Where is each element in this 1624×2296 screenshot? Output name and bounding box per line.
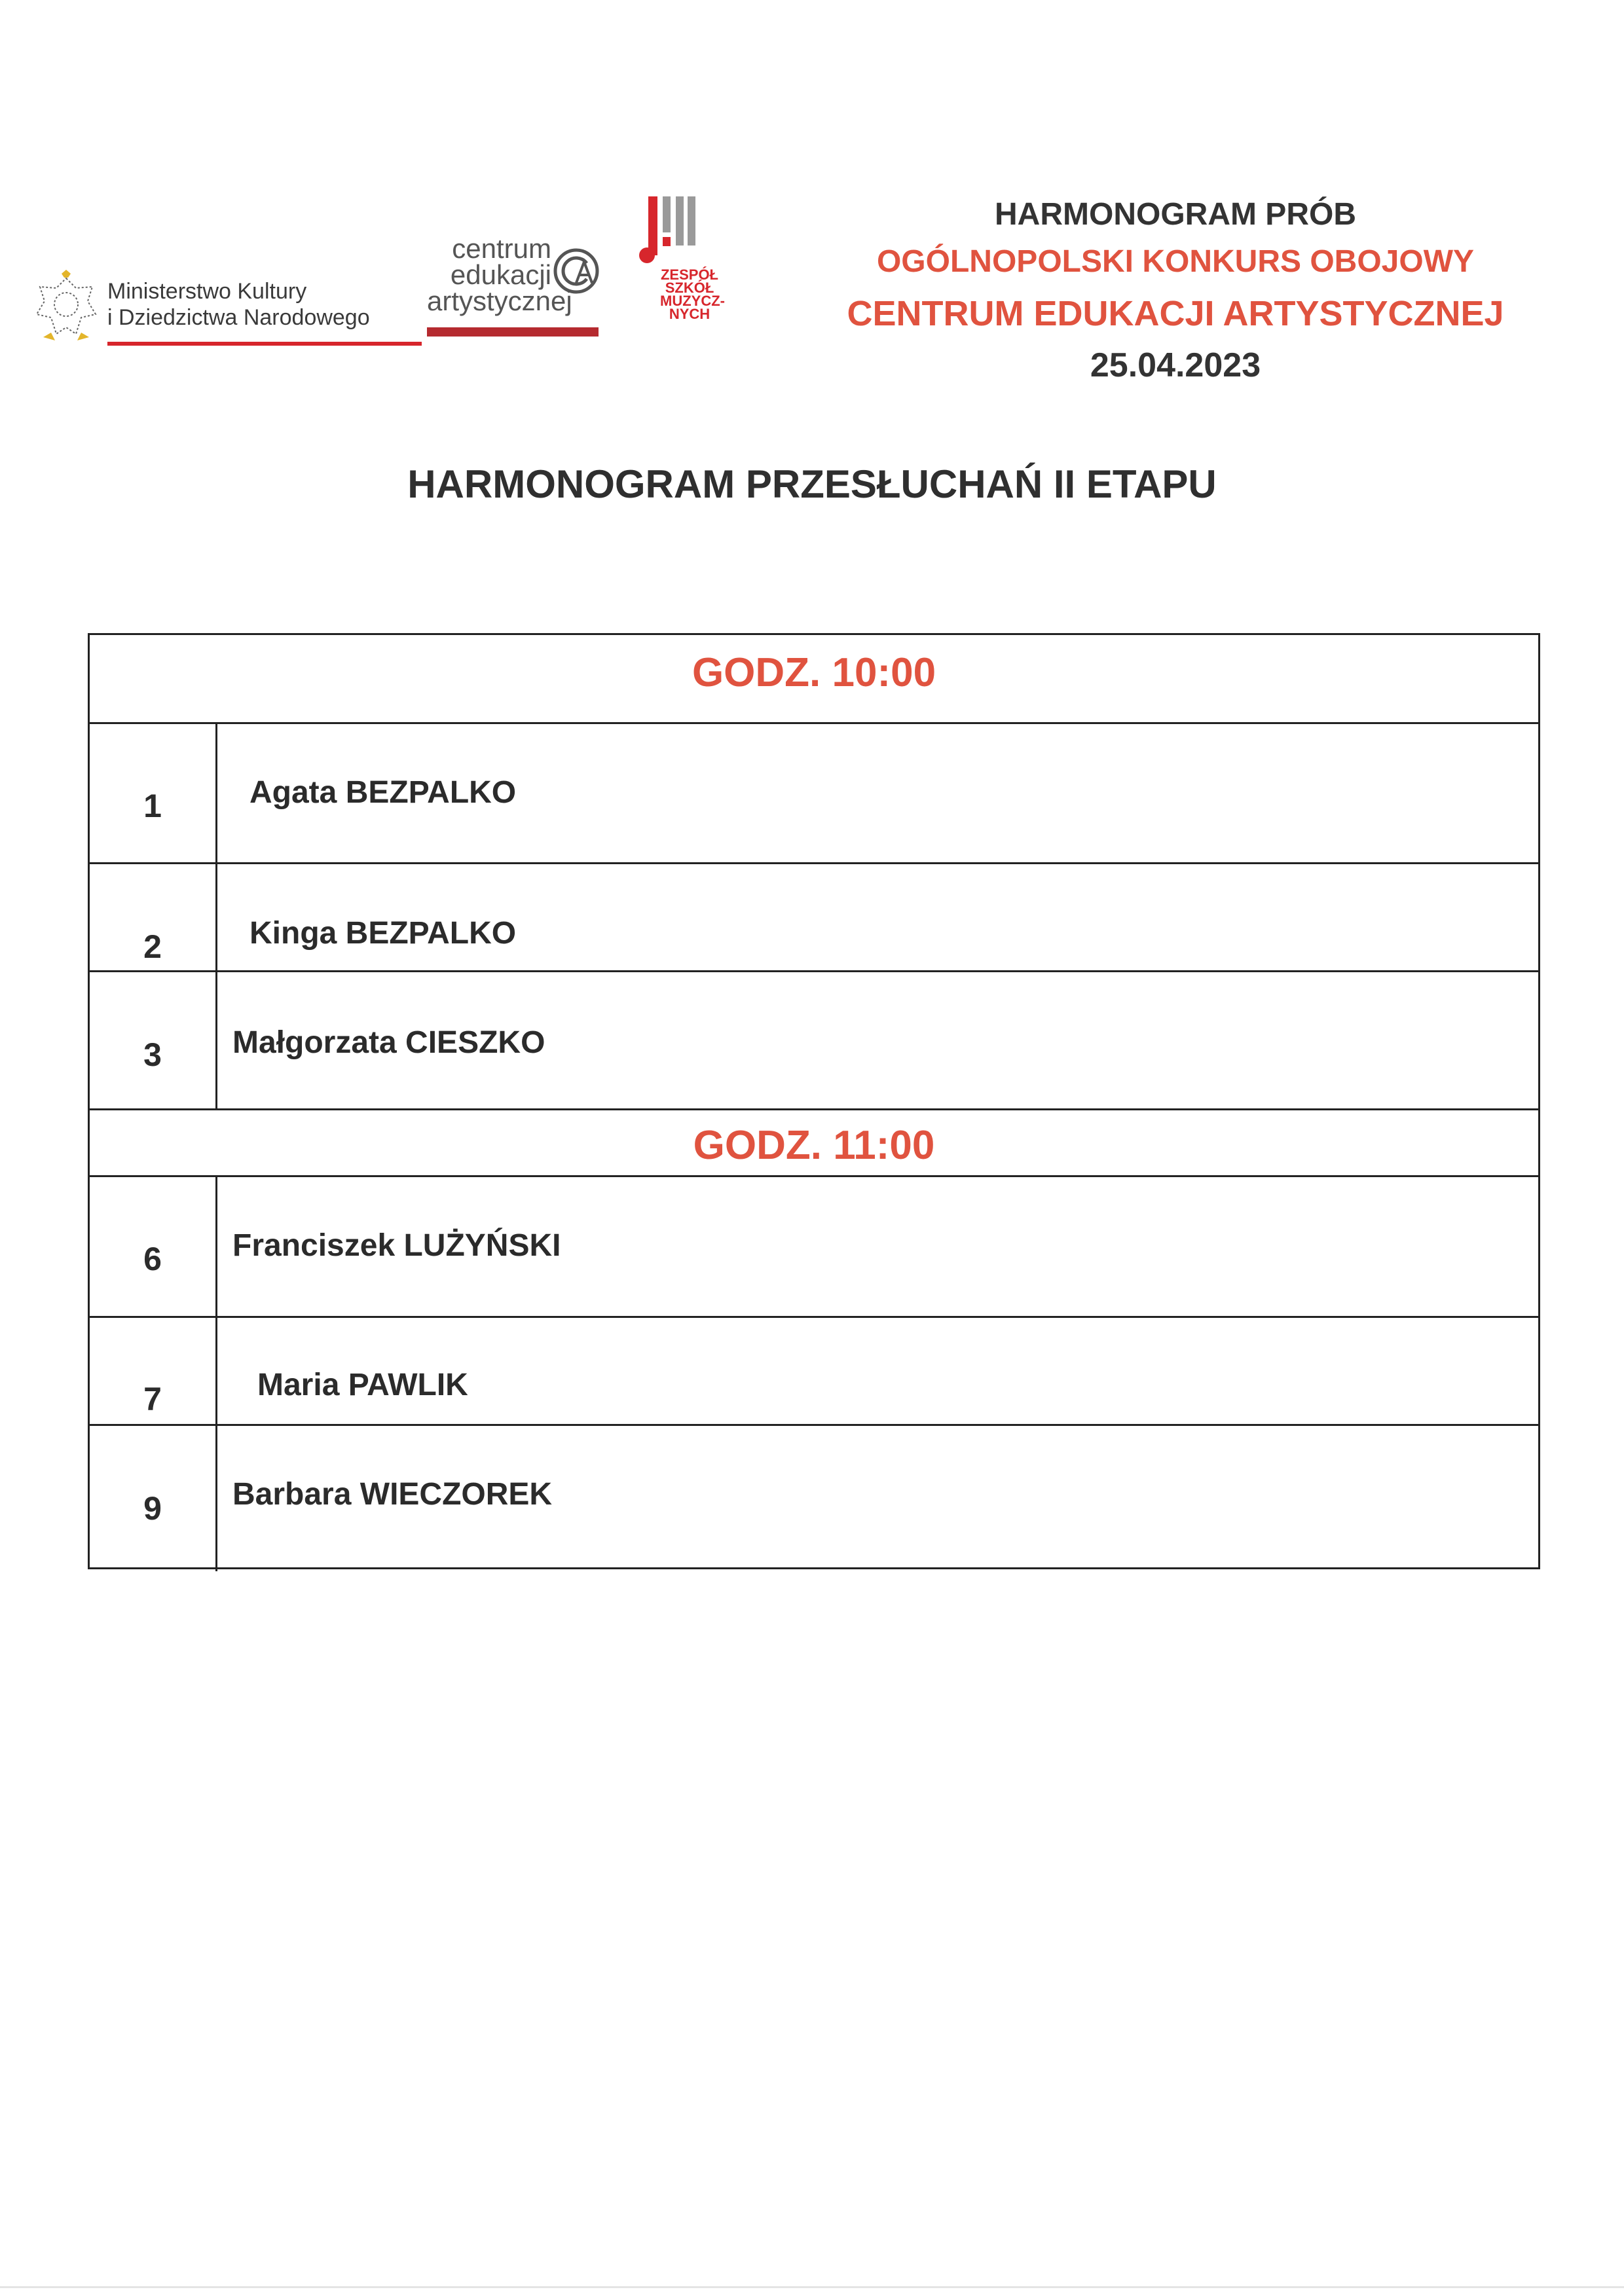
header-organizer: CENTRUM EDUKACJI ARTYSTYCZNEJ (847, 294, 1504, 333)
zsm-name-line3: MUZYCZ- (660, 293, 725, 309)
entry-number: 9 (143, 1490, 162, 1527)
cea-name-line1: centrum (452, 233, 551, 264)
ministry-name-line1: Ministerstwo Kultury (107, 279, 307, 304)
schedule-table (88, 633, 1540, 1569)
zsm-name-line4: NYCH (669, 306, 710, 322)
ministry-name-line2: i Dziedzictwa Narodowego (107, 305, 370, 330)
time-slot-1: GODZ. 10:00 (692, 650, 936, 695)
zsm-name (660, 266, 725, 322)
header-competition-name: OGÓLNOPOLSKI KONKURS OBOJOWY (876, 244, 1475, 279)
row-divider (90, 1424, 1538, 1426)
time-slot-2: GODZ. 11:00 (693, 1123, 935, 1168)
row-divider (90, 970, 1538, 972)
scan-edge-line (0, 2286, 1624, 2288)
column-divider (215, 722, 217, 1108)
cea-logo (427, 233, 604, 340)
zsm-name-line1: ZESPÓŁ (660, 266, 718, 283)
entry-name: Kinga BEZPALKO (249, 916, 517, 951)
entry-number: 1 (143, 788, 162, 824)
ministry-accent-bar (107, 342, 422, 346)
entry-number: 6 (143, 1241, 162, 1277)
cea-name-line2: edukacji (450, 259, 551, 290)
column-divider (215, 1175, 217, 1571)
row-divider (90, 1316, 1538, 1318)
entry-number: 2 (143, 928, 162, 965)
header-schedule-title: HARMONOGRAM PRÓB (995, 197, 1356, 232)
entry-name: Małgorzata CIESZKO (232, 1025, 545, 1060)
zsm-logo (622, 191, 740, 342)
ministry-logo (30, 262, 397, 354)
cea-name-line3: artystycznej (427, 285, 572, 316)
row-divider (90, 1108, 1538, 1110)
zsm-name-line2: SZKÓŁ (665, 280, 714, 296)
header-date: 25.04.2023 (1090, 346, 1261, 384)
row-divider (90, 1175, 1538, 1177)
page-title: HARMONOGRAM PRZESŁUCHAŃ II ETAPU (407, 462, 1217, 506)
entry-name: Maria PAWLIK (257, 1368, 468, 1402)
entry-name: Barbara WIECZOREK (232, 1477, 553, 1512)
entry-number: 3 (143, 1036, 162, 1073)
music-bars-icon (622, 191, 701, 266)
row-divider (90, 722, 1538, 724)
eagle-emblem-icon (30, 268, 102, 347)
entry-name: Franciszek LUŻYŃSKI (232, 1228, 561, 1263)
entry-number: 7 (143, 1381, 162, 1417)
cea-accent-bar (427, 327, 599, 337)
ministry-name (107, 278, 370, 331)
row-divider (90, 862, 1538, 864)
cea-name (427, 233, 572, 316)
cea-monogram-icon (550, 245, 602, 297)
entry-name: Agata BEZPALKO (249, 775, 517, 810)
